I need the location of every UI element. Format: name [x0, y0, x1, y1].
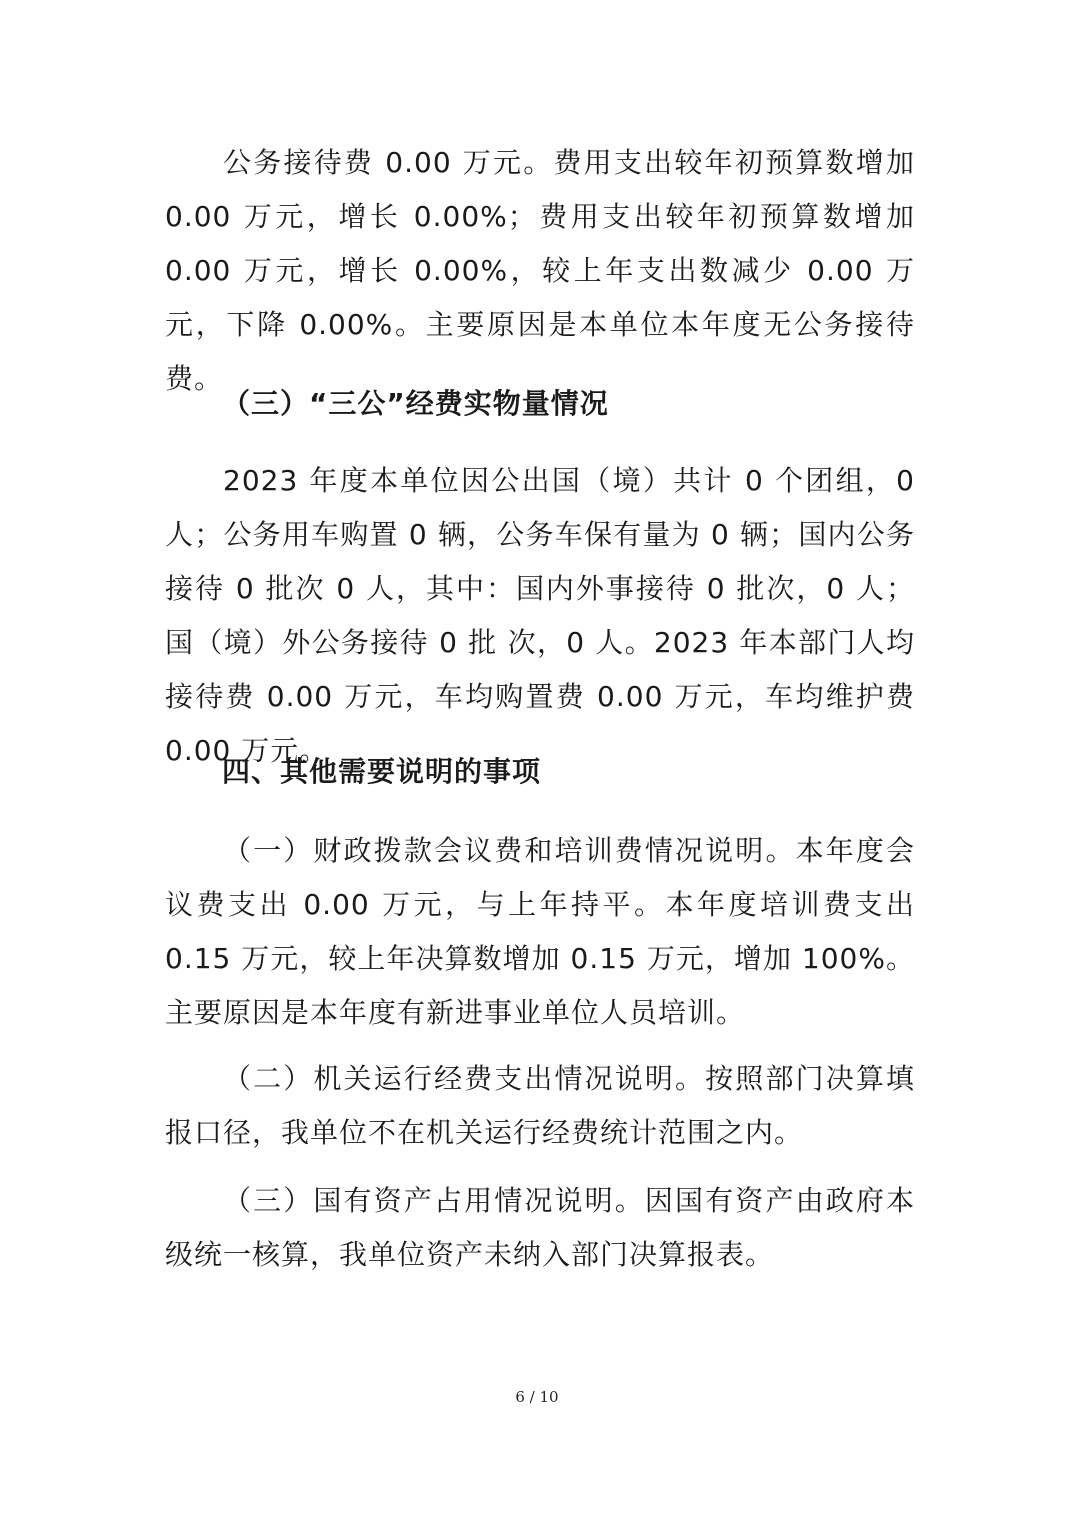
section-heading-three-public-physical: （三）“三公”经费实物量情况: [222, 387, 609, 420]
page-number: 6 / 10: [515, 1388, 559, 1406]
paragraph-operating-expenses: （二）机关运行经费支出情况说明。按照部门决算填报口径，我单位不在机关运行经费统计范围之内。: [165, 1062, 915, 1149]
paragraph-reception-fee: 公务接待费 0.00 万元。费用支出较年初预算数增加 0.00 万元，增长 0.00%；费用支出较年初预算数增加 0.00 万元，增长 0.00%，较上年支出数减少 0.00 万元，下降 0.00%。主要原因是本单位本年度无公务接待费。: [165, 146, 915, 395]
section-heading-other-matters: 四、其他需要说明的事项: [222, 755, 542, 788]
paragraph-physical-quantity: 2023 年度本单位因公出国（境）共计 0 个团组，0 人；公务用车购置 0 辆，公务车保有量为 0 辆；国内公务接待 0 批次 0 人，其中：国内外事接待 0 批次，0 人；国（境）外公务接待 0 批 次，0 人。2023 年本部门人均接待费 0.00 万元，车均购置费 0.00 万元，车均维护费 0.00 万元。: [165, 464, 915, 767]
paragraph-meeting-training-fees: （一）财政拨款会议费和培训费情况说明。本年度会议费支出 0.00 万元，与上年持平。本年度培训费支出 0.15 万元，较上年决算数增加 0.15 万元，增加 100%。主要原因是本年度有新进事业单位人员培训。: [165, 834, 915, 1029]
paragraph-state-assets: （三）国有资产占用情况说明。因国有资产由政府本级统一核算，我单位资产未纳入部门决算报表。: [165, 1184, 915, 1271]
